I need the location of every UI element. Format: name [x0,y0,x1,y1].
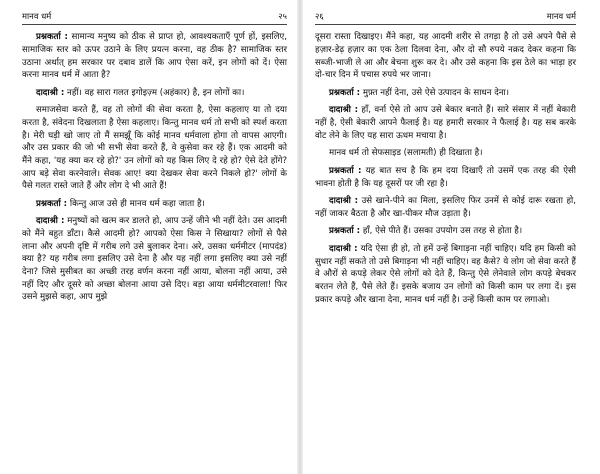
right-paragraph-7 [315,225,576,238]
paragraph-text: मानव धर्म तो सेफसाइड (सलामती) ही दिखाता है। [329,148,483,159]
left-page-header [22,10,287,25]
right-paragraph-1 [315,31,576,82]
right-paragraph-5 [315,165,576,190]
right-page [303,0,600,474]
paragraph-text: यह बात सच है कि हम दया दिखाएँ तो उसमें एक तरह की ऐसी भावना होती है कि यह दूसरों पर जी रहा है। [315,165,576,189]
left-paragraph-3 [22,104,287,192]
right-page-header [315,10,576,25]
speaker-label: दादाश्री : [329,105,359,116]
right-paragraph-3 [315,104,576,142]
paragraph-text: दूसरा रास्ता दिखाइए। मैंने कहा, यह आदमी शरीर से तगड़ा है तो उसे अपने पैसे से हज़ार-डेढ़ हज़ार का एक ठेला दिलवा देना, और दो सौ रुपये नक़द देकर कहना कि सब्जी-भाजी ले आ और बेचना शुरू कर दे। और उसे कहना कि इस ठेले का भाड़ा हर दो-चार दिन में पचास रुपये भर जाना। [315,32,576,81]
right-header-title: मानव धर्म [546,11,576,21]
paragraph-text: समाजसेवा करते हैं, वह तो लोगों की सेवा करता है, ऐसा कहलाए या तो दया करता है, संवेदना दिखलाता है ऐसा कहलाए। किन्तु मानव धर्म तो सभी को स्पर्श करता है। मेरी घड़ी खो जाए तो मैं समझूँ कि कोई मानव धर्मवाला होगा तो वापस आएगी। और उस प्रकार की जो भी सभी सेवा करते हैं, वे कुसेवा कर रहे हैं। एक आदमी को मैंने कहा, 'यह क्या कर रहे हो?' उन लोगों को यह किस लिए दे रहे हो? ऐसे देते होंगे? आप बड़े सेवा करनेवाले। सेवक आए! क्या देखकर सेवा करने निकले हो?' लोगों के पैसे गलत रास्ते जाते हैं और लोग दे भी आते हैं! [22,105,287,192]
right-paragraph-6 [315,195,576,220]
left-paragraph-4 [22,198,287,211]
paragraph-text: उसे खाने-पीने का मिला, इसलिए फिर उनमें से कोई दारू रखता हो, नहीं जाकर बैठता है और खा-पीकर मौज उड़ाता है। [315,196,576,219]
left-page-number: २५ [278,11,287,21]
right-paragraph-8 [315,243,576,306]
right-page-number: २६ [315,11,324,21]
right-paragraph-4 [315,147,576,160]
paragraph-text: यदि ऐसा ही हो, तो हमें उन्हें बिगाड़ना नहीं चाहिए। यदि हम किसी को सुधार नहीं सकते तो उसे बिगाड़ना भी नहीं चाहिए। वह कैसे? ये लोग जो सेवा करते हैं वे औरों से कपड़े लेकर ऐसे लोगों को देते हैं, किन्तु ऐसे लेनेवाले लोग कपड़े बेचकर बरतन लेते हैं, पैसे लेते हैं। इसके बजाय उन लोगों को किसी काम पर लगा दें। इस प्रकार कपड़े और खाना देना, मानव धर्म नहीं है। उन्हें किसी काम पर लगाओ। [315,244,576,305]
left-paragraph-1 [22,31,287,82]
paragraph-text: मनुष्यों को खत्म कर डालते हो, आप उन्हें जीने भी नहीं देते। उस आदमी को मैंने बहुत डाँटा। कैसे आदमी हो? आपको ऐसा किस ने सिखाया? लोगों से पैसे लाना और अपनी दृष्टि में गरीब लगे उसे बुलाकर देना। अरे, उसका धर्ममीटर (मापदंड) क्या है? यह गरीब लगा इसलिए उसे देना है और यह नहीं लगा इसलिए क्या उसे नहीं देना? जिसे मुसीबत का अच्छी तरह वर्णन करना नहीं आया, बोलना नहीं आया, उसे नहीं दिए और दूसरे को अच्छा बोलना आया उसे दिए। बड़ा आया धर्ममीटरवाला! फिर उसने मुझसे कहा, आप मुझे [22,216,287,303]
left-paragraph-2 [22,87,287,100]
paragraph-text: सामान्य मनुष्य को ठीक से प्राप्त हो, आवश्यकताएँ पूर्ण हों, इसलिए, सामाजिक स्तर को ऊपर उठाने के लिए प्रयत्न करना, वह ठीक है? सामाजिक स्तर उठाना अर्थात् हम सरकार पर दबाव डालें कि आप ऐसा करें, इन लोगों को दें। ऐसा करना मानव धर्म में आता है? [22,32,288,81]
paragraph-text: हाँ, ऐसे पीते हैं। उसका उपयोग उस तरह से होता है। [360,226,523,237]
speaker-label: दादाश्री : [36,216,65,227]
left-page [0,0,297,474]
left-header-title: मानव धर्म [22,11,52,21]
speaker-label: प्रश्नकर्ता : [36,32,68,43]
speaker-label: प्रश्नकर्ता : [329,226,361,237]
speaker-label: दादाश्री : [329,244,358,255]
speaker-label: दादाश्री : [36,87,65,98]
speaker-label: दादाश्री : [329,196,359,207]
speaker-label: प्रश्नकर्ता : [329,87,361,98]
left-paragraph-5 [22,215,287,303]
right-paragraph-2 [315,87,576,100]
paragraph-text: नहीं। वह सारा गलत इगोइज़्म (अहंकार) है, इन लोगों का। [64,87,245,98]
speaker-label: प्रश्नकर्ता : [36,198,68,209]
paragraph-text: किन्तु आज उसे ही मानव धर्म कहा जाता है। [67,198,205,209]
paragraph-text: मुफ़्त नहीं देना, उसे ऐसे उत्पादन के साधन देना। [360,87,510,98]
paragraph-text: हाँ, वर्ना ऐसे तो आप उसे बेकार बनाते हैं। सारे संसार में नहीं बेकारी नहीं है, ऐसी बेकारी आपने फैलाई है। यह हमारी सरकार ने फैलाई है। यह सब करके वोट लेने के लिए यह सारा ऊधम मचाया है। [315,105,576,141]
speaker-label: प्रश्नकर्ता : [329,165,362,176]
